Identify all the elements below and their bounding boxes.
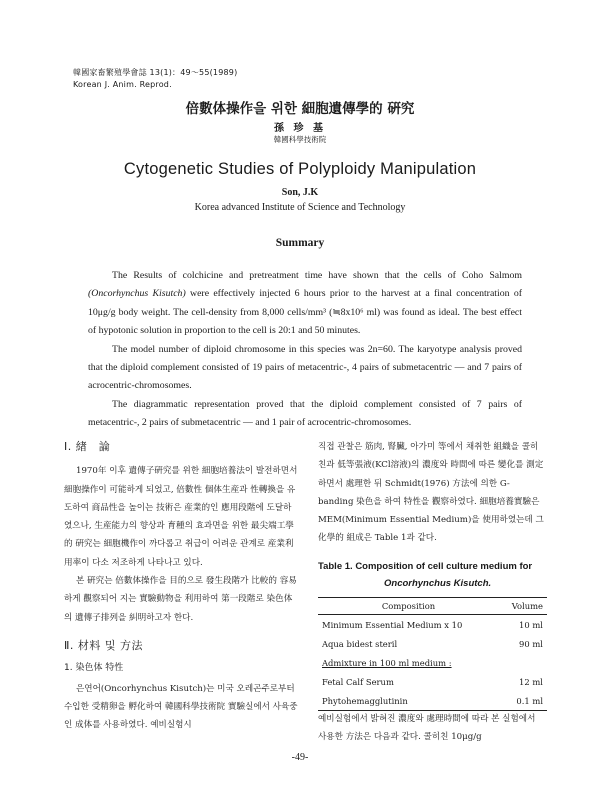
- journal-name-en: Korean J. Anim. Reprod.: [73, 80, 172, 89]
- intro-paragraph-2: 본 硏究는 倍數体操作을 目的으로 發生段階가 比較的 容易하게 觀察되어 지는 實驗動物을 利用하여 第一段階로 染色体의 遺傳子排列을 糾明하고자 한다.: [64, 576, 297, 623]
- summary-body: [88, 267, 522, 433]
- section-heading-methods: Ⅱ. 材料 및 方法: [64, 638, 144, 652]
- species-name: (Oncorhynchus Kisutch): [88, 288, 186, 300]
- right-column-text: 직접 관찰은 筋肉, 腎臟, 아가미 等에서 채취한 組織을 콜히친과 低等張液(KCl溶液)의 濃度와 時間에 따른 變化를 測定하면서 處理한 뒤 Schmidt(1976) 方法에 의한 G-banding 染色을 하여 特性을 觀察하였다. 細胞培養實驗은 MEM(Minimum Essential Medium)을 使用하였는데 그 化學的 組成은 Table 1과 같다.: [318, 442, 544, 544]
- table-cell: 90 ml: [519, 638, 543, 649]
- table-row: [318, 672, 547, 691]
- summary-paragraph-3: The diagrammatic representation proved that the diploid complement consisted of 7 pairs of metacentric-, 2 pairs of submetacentric — and 1 pair of acrocentric-chromosomes.: [88, 398, 522, 429]
- table-row: [318, 691, 547, 711]
- summary-paragraph-2: The model number of diploid chromosome in this species was 2n=60. The karyotype analysis proved that the diploid complement consisted of 19 pairs of metacentric-, 4 pairs of submetacentric — and 7 pairs of acrocentric-chromosomes.: [88, 343, 522, 392]
- table-cell: 0.1 ml: [499, 691, 547, 711]
- summary-heading: Summary: [275, 237, 325, 249]
- table-cell: 12 ml: [519, 676, 543, 687]
- institution-english: Korea advanced Institute of Science and Technology: [194, 202, 406, 213]
- table-caption-species: Oncorhynchus Kisutch.: [384, 578, 492, 589]
- table-cell: Phytohemagglutinin: [318, 691, 499, 711]
- table-row: [318, 653, 547, 672]
- table-cell: Admixture in 100 ml medium :: [322, 657, 452, 668]
- table-cell: Aqua bidest steril: [322, 638, 398, 649]
- table-cell: Minimum Essential Medium x 10: [322, 619, 463, 630]
- section-heading-introduction: Ⅰ. 緖 論: [64, 440, 111, 453]
- methods-paragraph: 은연어(Oncorhynchus Kisutch)는 미국 오레곤주로부터 수입한 受精卵을 孵化하여 韓國科學技術院 實驗실에서 사육중인 成体를 사용하였다. 예비실험시: [64, 683, 298, 731]
- summary-paragraph-1: The Results of colchicine and pretreatment time have shown that the cells of Coho Salmom (Oncorhynchus Kisutch) were effectively injected 6 hours prior to the harvest at a final concentration of 10μg/g body weight. The cell-density from 8,000 cells/mm³ (≒8x10⁶ ml) was found as ideal. The best effect of hypotonic solution in proportion to the cell is 20:1 and 50 minutes.: [88, 270, 522, 337]
- column-header: Volume: [499, 598, 547, 615]
- table-cell: [499, 653, 547, 672]
- table-cell: 10 ml: [519, 619, 543, 630]
- institution-korean: 韓國科學技術院: [273, 135, 327, 144]
- journal-citation: 韓國家畜繁殖學會誌 13(1)：49～55(1989): [73, 68, 238, 77]
- table-header-row: [318, 598, 547, 615]
- intro-paragraph-1: 1970年 이후 遺傳子硏究를 위한 細胞培養法이 발전하면서 細胞操作이 可能하게 되었고, 倍數性 個体生産과 性轉換을 유도하여 商品性을 높이는 技術은 産業的인 應用段階에 도달하였으나, 生産能力의 향상과 育種의 효과면을 위한 最尖端工學的 硏究는 細胞機作이 까다롭고 취급이 어려운 관계로 産業利用率이 다소 저조하게 나타나고 있다.: [64, 466, 298, 568]
- page-number: -49-: [291, 752, 309, 763]
- table-caption: Table 1. Composition of cell culture medium for Oncorhynchus Kisutch.: [318, 561, 548, 589]
- author-english: Son, J.K: [281, 187, 319, 198]
- left-column: [64, 438, 298, 734]
- right-column-bottom-text: 예비실험에서 밝혀진 濃度와 處理時間에 따라 본 실험에서 사용한 方法은 다음과 같다. 콜히친 10μg/g: [318, 714, 536, 743]
- author-korean: 孫 珍 基: [274, 123, 326, 134]
- composition-table: [318, 597, 547, 711]
- subsection-heading: 1. 染色体 特性: [64, 663, 124, 674]
- table-cell: Fetal Calf Serum: [322, 676, 394, 687]
- table-row: [318, 634, 547, 653]
- column-header: Composition: [318, 598, 499, 615]
- title-english: Cytogenetic Studies of Polyploidy Manipulation: [123, 160, 477, 178]
- title-korean: 倍數体操作을 위한 細胞遺傳學的 硏究: [185, 101, 415, 117]
- table-row: [318, 615, 547, 635]
